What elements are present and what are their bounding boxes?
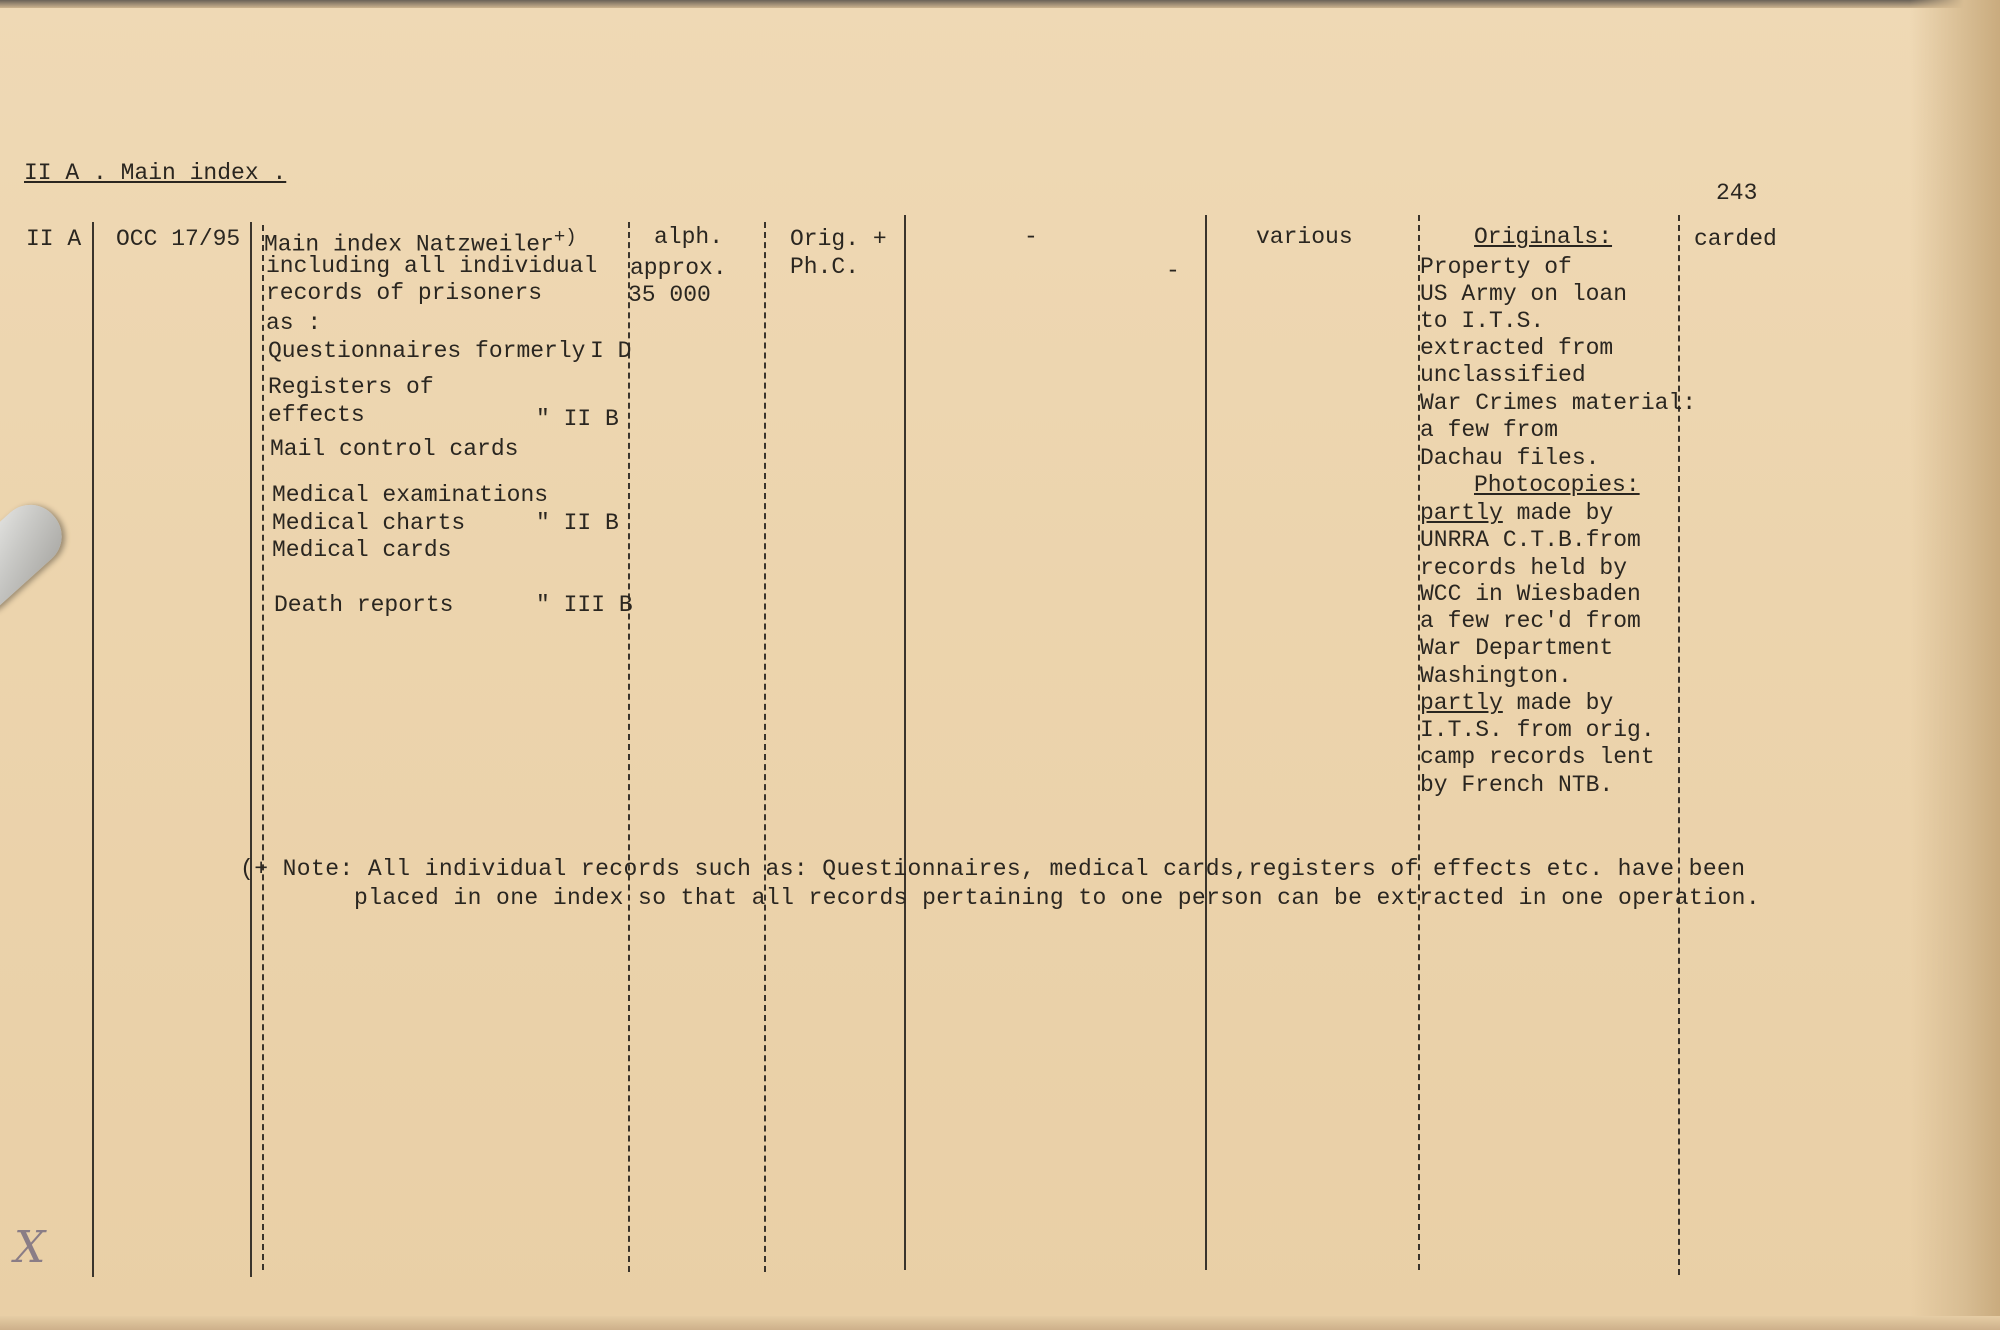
page-bottom-edge [0,1316,2000,1330]
source-line: by French NTB. [1420,772,1614,798]
form-line: Orig. + [790,226,887,252]
partly-lead: partly [1420,690,1503,716]
item-ref: I D [590,338,632,364]
column-rule-5 [764,222,766,1272]
column-rule-4 [628,222,630,1272]
item-label: effects [268,402,365,428]
column-rule-2 [250,222,252,1277]
footnote-mark: +) [553,226,577,248]
source-line: records held by [1420,555,1628,581]
item-ref: " II B [536,510,619,536]
reference-code: OCC 17/95 [116,226,241,252]
column-rule-1 [92,222,94,1277]
item-ref: " II B [536,406,619,432]
photocopies-heading: Photocopies: [1474,472,1640,498]
source-line-text: made by [1516,690,1614,716]
originals-heading: Originals: [1474,224,1613,250]
item-label: Mail control cards [270,436,519,462]
partly-lead: partly [1420,500,1503,526]
source-line: to I.T.S. [1420,308,1545,334]
arrangement-line: 35 000 [628,282,711,308]
form-line: Ph.C. [790,254,860,280]
description-line: including all individual [266,253,598,279]
empty-marker: - [1024,224,1038,250]
item-label: Medical charts [272,510,466,536]
empty-marker: - [1166,258,1180,284]
source-line: I.T.S. from orig. [1420,717,1655,743]
source-line: UNRRA C.T.B.from [1420,527,1641,553]
arrangement-line: alph. [654,224,724,250]
arrangement-line: approx. [630,255,727,281]
item-label: Registers of [268,374,434,400]
column-rule-7 [1205,215,1207,1270]
source-line: War Department [1420,635,1614,661]
source-line: WCC in Wiesbaden [1420,581,1641,607]
source-line: US Army on loan [1420,281,1628,307]
column-rule-6 [904,215,906,1270]
footnote-line-2: placed in one index so that all records pertaining to one person can be extracted in one operation. [354,885,1761,911]
item-label: Death reports [274,592,454,618]
source-line: a few from [1420,417,1559,443]
source-line: Property of [1420,254,1572,280]
footnote-prefix: (+ Note: [240,856,354,882]
pencil-margin-mark: X [14,1222,46,1273]
column-rule-9 [1678,215,1680,1275]
source-line [1420,690,1613,717]
source-line: Washington. [1420,663,1572,689]
source-line [1420,500,1613,527]
section-code: II A [26,226,82,252]
item-label: Medical cards [272,537,452,563]
status: carded [1694,226,1777,252]
item-ref: " III B [536,592,633,618]
source-line: unclassified [1420,362,1586,388]
page-right-edge [1910,0,2000,1330]
source-line: War Crimes material: [1420,390,1697,416]
source-line: extracted from [1420,335,1614,361]
description-line: as : [266,310,322,336]
item-label: Questionnaires formerly [268,338,586,364]
footnote-line [240,854,1745,884]
section-title: II A . Main index . [24,160,287,186]
period: various [1256,224,1353,250]
source-line: Dachau files. [1420,445,1600,471]
page-number: 243 [1716,180,1758,206]
source-line: a few rec'd from [1420,608,1641,634]
footnote-text: All individual records such as: Questionnaires, medical cards,registers of effects etc. have been [367,856,1746,882]
source-line: camp records lent [1420,744,1655,770]
item-label: Medical examinations [272,482,549,508]
page-top-shadow [0,0,2000,8]
column-rule-3 [262,225,264,1270]
description-title-text: Main index Natzweiler [264,231,554,258]
description-line: records of prisoners [266,280,543,306]
source-line-text: made by [1516,500,1614,526]
paper-clip [0,492,74,625]
